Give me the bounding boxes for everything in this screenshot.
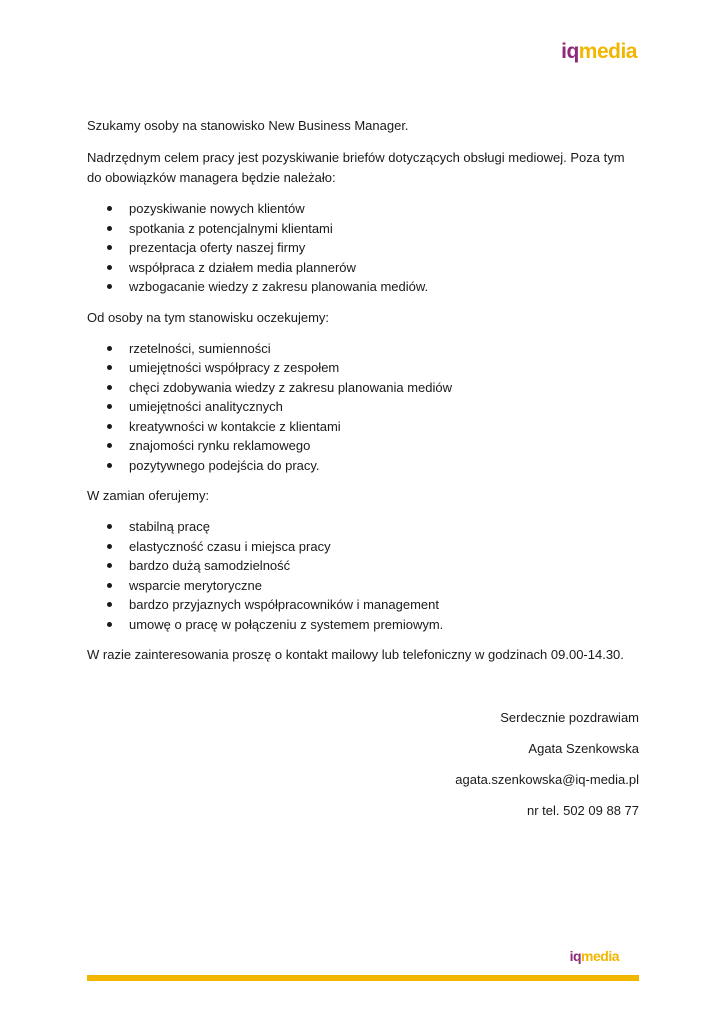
document-body (87, 116, 639, 676)
list-item: znajomości rynku reklamowego (87, 436, 639, 456)
list-item: wsparcie merytoryczne (87, 576, 639, 596)
duties-list (87, 199, 639, 297)
contact-note: W razie zainteresowania proszę o kontakt mailowy lub telefoniczny w godzinach 09.00-14.30. (87, 647, 624, 662)
offers-list (87, 517, 639, 634)
iqmedia-footer-logo (570, 948, 619, 964)
logo-iq-text: iq (561, 40, 579, 63)
list-item: chęci zdobywania wiedzy z zakresu planowania mediów (87, 378, 639, 398)
list-item: umiejętności współpracy z zespołem (87, 358, 639, 378)
list-item: kreatywności w kontakcie z klientami (87, 417, 639, 437)
intro-paragraph: Szukamy osoby na stanowisko New Business Manager. (87, 118, 409, 133)
iqmedia-logo (561, 40, 637, 64)
signature-greeting: Serdecznie pozdrawiam (500, 710, 639, 725)
signature-name: Agata Szenkowska (528, 741, 639, 756)
list-item: umowę o pracę w połączeniu z systemem premiowym. (87, 615, 639, 635)
goal-paragraph: Nadrzędnym celem pracy jest pozyskiwanie briefów dotyczących obsługi mediowej. Poza tym do obowiązków managera będzie należało: (87, 150, 625, 185)
list-item: stabilną pracę (87, 517, 639, 537)
list-item: umiejętności analitycznych (87, 397, 639, 417)
list-item: bardzo dużą samodzielność (87, 556, 639, 576)
list-item: spotkania z potencjalnymi klientami (87, 219, 639, 239)
footer-logo-iq-text: iq (569, 948, 582, 964)
list-item: rzetelności, sumienności (87, 339, 639, 359)
expectations-list (87, 339, 639, 476)
list-item: bardzo przyjaznych współpracowników i management (87, 595, 639, 615)
list-item: prezentacja oferty naszej firmy (87, 238, 639, 258)
offer-intro: W zamian oferujemy: (87, 488, 210, 503)
list-item: wzbogacanie wiedzy z zakresu planowania mediów. (87, 277, 639, 297)
logo-media-text: media (578, 40, 637, 63)
list-item: pozytywnego podejścia do pracy. (87, 456, 639, 476)
signature-phone: nr tel. 502 09 88 77 (526, 803, 639, 818)
list-item: elastyczność czasu i miejsca pracy (87, 537, 639, 557)
signature-block (455, 708, 639, 832)
expectations-intro: Od osoby na tym stanowisku oczekujemy: (87, 309, 330, 325)
list-item: pozyskiwanie nowych klientów (87, 199, 639, 219)
list-item: współpraca z działem media plannerów (87, 258, 639, 278)
signature-email: agata.szenkowska@iq-media.pl (455, 772, 639, 787)
footer-logo-media-text: media (581, 948, 619, 964)
footer-divider-bar (87, 975, 639, 981)
